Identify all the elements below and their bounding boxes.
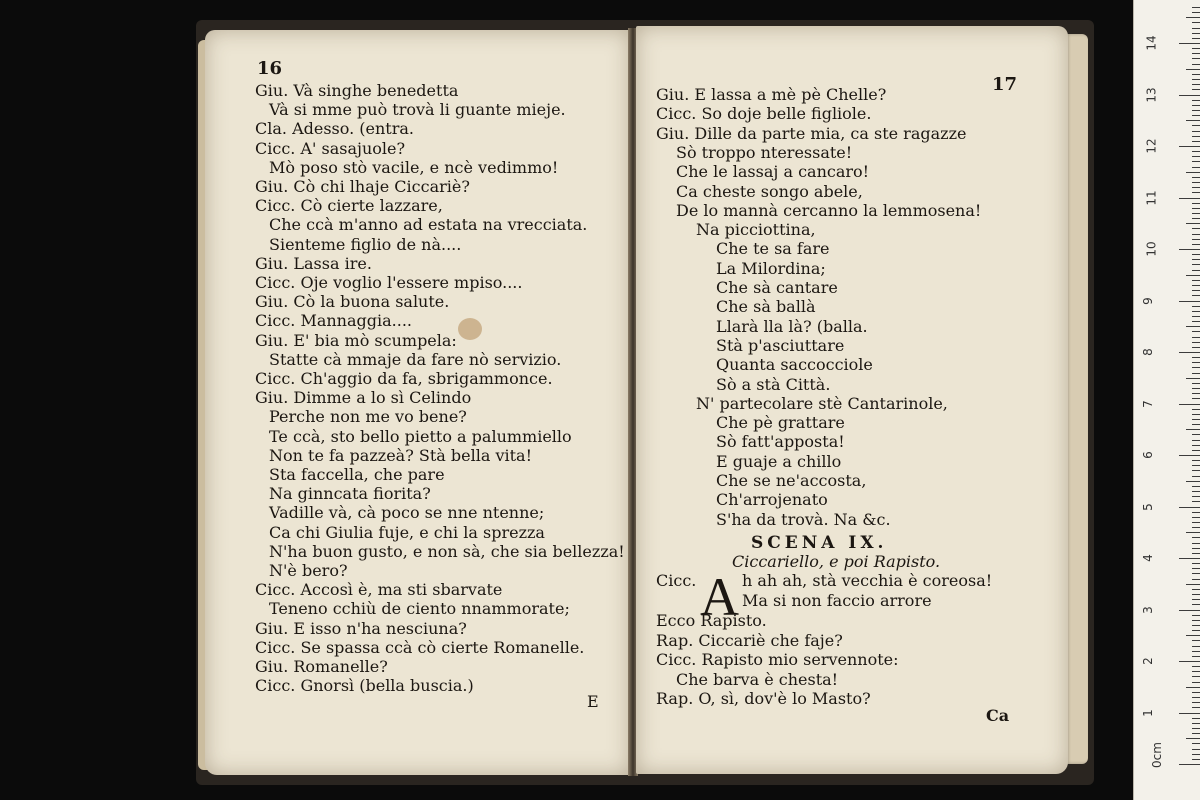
text-line: Giu. Dille da parte mia, ca ste ragazze <box>656 123 967 143</box>
text-line: Che sà cantare <box>716 278 838 297</box>
ruler-tick <box>1192 537 1200 538</box>
ruler-tick <box>1186 17 1200 18</box>
ruler-tick <box>1192 553 1200 554</box>
ruler-tick <box>1192 12 1200 13</box>
ruler-tick <box>1192 589 1200 590</box>
ruler-tick <box>1192 625 1200 626</box>
ruler-tick <box>1192 213 1200 214</box>
ruler-tick <box>1192 141 1200 142</box>
ruler-tick <box>1186 120 1200 121</box>
ruler-tick <box>1192 316 1200 317</box>
ruler-tick <box>1192 733 1200 734</box>
ruler-tick <box>1192 393 1200 394</box>
text-line: Che pè grattare <box>716 413 845 433</box>
text-line: Llarà lla là? (balla. <box>716 316 868 336</box>
text-line: Sò fatt'apposta! <box>716 432 845 452</box>
ruler-tick <box>1192 321 1200 322</box>
ruler-tick <box>1192 723 1200 724</box>
text-line: Giu. Cò chi lhaje Ciccariè? <box>255 177 470 196</box>
ruler-tick <box>1192 337 1200 338</box>
right-page <box>636 26 1068 774</box>
ruler-tick <box>1192 239 1200 240</box>
text-line: Che te sa fare <box>716 239 830 259</box>
ruler-tick <box>1186 69 1200 70</box>
text-line: Cicc. Se spassa ccà cò cierte Romanelle. <box>255 637 585 657</box>
ruler-tick <box>1192 306 1200 307</box>
ruler-tick <box>1192 259 1200 260</box>
ruler-tick <box>1192 615 1200 616</box>
ruler-tick <box>1192 161 1200 162</box>
ruler-tick <box>1192 208 1200 209</box>
ruler-tick <box>1186 223 1200 224</box>
ruler-number: 10 <box>1144 241 1159 257</box>
ruler-number: 4 <box>1140 554 1155 562</box>
text-line: Statte cà mmaje da fare nò servizio. <box>269 349 562 369</box>
text-line: Che sà ballà <box>716 297 816 317</box>
ruler-tick <box>1192 743 1200 744</box>
text-line: Giu. Lassa ire. <box>255 253 372 273</box>
ruler-tick <box>1192 311 1200 312</box>
text-line: Giu. E' bia mò scumpela: <box>255 330 457 350</box>
ruler-tick <box>1192 620 1200 621</box>
text-line: Non te fa pazzeà? Stà bella vita! <box>269 445 533 465</box>
ruler-tick <box>1192 517 1200 518</box>
text-line: Sta faccella, che pare <box>269 465 445 484</box>
ruler-tick <box>1179 301 1200 302</box>
ruler-tick <box>1192 53 1200 54</box>
ruler-tick <box>1192 573 1200 574</box>
ruler-tick <box>1192 640 1200 641</box>
ruler-tick <box>1192 749 1200 750</box>
text-line: Na ginncata fiorita? <box>269 484 431 504</box>
ruler-tick <box>1192 7 1200 8</box>
scene-line-text: Ma si non faccio arrore <box>742 591 932 610</box>
ruler-tick <box>1192 543 1200 544</box>
text-line: Na picciottina, <box>696 220 816 240</box>
ruler-tick <box>1179 43 1200 44</box>
ruler-tick <box>1192 383 1200 384</box>
ruler-number: 14 <box>1144 35 1159 51</box>
ruler-tick <box>1179 404 1200 405</box>
text-line: Teneno cchiù de ciento nnammorate; <box>269 599 570 619</box>
ruler-tick <box>1192 465 1200 466</box>
signature-mark: E <box>587 692 599 711</box>
ruler-tick <box>1192 28 1200 29</box>
text-line: Cicc. Gnorsì (bella buscia.) <box>255 676 474 696</box>
text-line: La Milordina; <box>716 258 826 278</box>
ruler-tick <box>1192 496 1200 497</box>
ruler-tick <box>1186 172 1200 173</box>
ruler-tick <box>1192 115 1200 116</box>
ruler-tick <box>1192 89 1200 90</box>
ruler-tick <box>1192 295 1200 296</box>
ruler-tick <box>1186 584 1200 585</box>
ruler-tick <box>1179 764 1200 765</box>
text-line: Te ccà, sto bello pietto a palummiello <box>269 426 572 446</box>
ruler-tick <box>1192 409 1200 410</box>
ruler-tick <box>1192 476 1200 477</box>
ruler-tick <box>1192 48 1200 49</box>
ruler-tick <box>1192 522 1200 523</box>
ruler-tick <box>1192 331 1200 332</box>
ruler-tick <box>1192 676 1200 677</box>
text-line: Perche non me vo bene? <box>269 407 467 427</box>
ruler-tick <box>1186 635 1200 636</box>
ruler-number: 11 <box>1144 189 1159 206</box>
ruler-tick <box>1192 270 1200 271</box>
ruler-tick <box>1192 548 1200 549</box>
ruler-tick <box>1192 100 1200 101</box>
ruler-tick <box>1179 455 1200 456</box>
ruler-tick <box>1192 362 1200 363</box>
text-line: Cicc. A' sasajuole? <box>255 138 406 158</box>
ruler-tick <box>1192 671 1200 672</box>
text-line: Cicc. Rapisto mio servennote: <box>656 650 899 669</box>
text-line: Cla. Adesso. (entra. <box>255 119 414 139</box>
text-line: Giu. Cò la buona salute. <box>255 292 450 312</box>
text-line: S'ha da trovà. Na &c. <box>716 509 891 529</box>
ruler-number: 12 <box>1144 138 1159 154</box>
ruler-tick <box>1192 347 1200 348</box>
scene-line <box>656 572 992 590</box>
text-line: Rap. Ciccariè che faje? <box>656 630 843 650</box>
scene-line <box>656 592 932 610</box>
speaker-label: Cicc. <box>656 571 697 590</box>
ruler-tick <box>1192 373 1200 374</box>
text-line: E guaje a chillo <box>716 451 842 471</box>
text-line: Giu. Và singhe benedetta <box>255 81 459 100</box>
text-line: Stà p'asciuttare <box>716 335 845 355</box>
catchword: Ca <box>986 706 1010 725</box>
ruler-number: 13 <box>1144 86 1159 103</box>
ruler-tick <box>1192 74 1200 75</box>
ruler-tick <box>1192 58 1200 59</box>
ruler-tick <box>1179 610 1200 611</box>
ruler-number: 1 <box>1140 708 1155 717</box>
text-line: Ca chi Giulia fuje, e chi la sprezza <box>269 522 545 542</box>
ruler-number: 5 <box>1140 502 1155 511</box>
text-line: Cicc. Accosì è, ma sti sbarvate <box>255 580 503 600</box>
measurement-ruler <box>1133 0 1200 800</box>
ruler-tick <box>1192 203 1200 204</box>
ruler-tick <box>1192 599 1200 600</box>
ruler-number: 7 <box>1140 399 1155 408</box>
ruler-tick <box>1179 713 1200 714</box>
text-line: Sò troppo nteressate! <box>676 142 853 162</box>
text-line: Vadille và, cà poco se nne ntenne; <box>269 503 545 523</box>
ruler-number: 9 <box>1140 296 1155 305</box>
ruler-tick <box>1192 177 1200 178</box>
ruler-tick <box>1186 326 1200 327</box>
ruler-tick <box>1192 105 1200 106</box>
ruler-tick <box>1192 512 1200 513</box>
ruler-number: 3 <box>1140 605 1155 614</box>
text-line: N'ha buon gusto, e non sà, che sia bellezza! <box>269 541 625 561</box>
ruler-tick <box>1179 249 1200 250</box>
ruler-tick <box>1192 228 1200 229</box>
text-line: Giu. E lassa a mè pè Chelle? <box>656 85 887 104</box>
text-line: Giu. Romanelle? <box>255 657 388 676</box>
text-line: N'è bero? <box>269 561 348 580</box>
ruler-tick <box>1192 718 1200 719</box>
ruler-tick <box>1192 682 1200 683</box>
ruler-tick <box>1192 136 1200 137</box>
text-line: Che barva è chesta! <box>676 669 839 689</box>
text-line: Cicc. Mannaggia.... <box>255 311 413 331</box>
text-line: Che ccà m'anno ad estata na vrecciata. <box>269 215 588 235</box>
ruler-tick <box>1192 218 1200 219</box>
ruler-tick <box>1192 151 1200 152</box>
right-page-edge <box>1066 34 1088 764</box>
ruler-tick <box>1192 692 1200 693</box>
ruler-tick <box>1192 486 1200 487</box>
ruler-tick <box>1192 491 1200 492</box>
ruler-tick <box>1179 558 1200 559</box>
ruler-tick <box>1192 342 1200 343</box>
ruler-tick <box>1192 234 1200 235</box>
ruler-tick <box>1186 429 1200 430</box>
ruler-tick <box>1192 728 1200 729</box>
ruler-tick <box>1192 460 1200 461</box>
ruler-tick <box>1186 481 1200 482</box>
ruler-tick <box>1192 64 1200 65</box>
ruler-tick <box>1179 95 1200 96</box>
ruler-tick <box>1192 424 1200 425</box>
text-line: Sienteme figlio de nà.... <box>269 234 462 254</box>
ruler-tick <box>1192 656 1200 657</box>
ruler-tick <box>1179 146 1200 147</box>
ruler-tick <box>1192 759 1200 760</box>
text-line: Cicc. Ch'aggio da fa, sbrigammonce. <box>255 369 553 388</box>
ruler-tick <box>1186 532 1200 533</box>
text-line: Giu. E isso n'ha nesciuna? <box>255 618 467 638</box>
text-line: Quanta saccocciole <box>716 355 873 375</box>
ruler-tick <box>1192 594 1200 595</box>
ruler-tick <box>1192 187 1200 188</box>
text-line: Cicc. So doje belle figliole. <box>656 104 872 124</box>
text-line: Che le lassaj a cancaro! <box>676 162 870 182</box>
text-line: Mò poso stò vacile, e ncè vedimmo! <box>269 157 559 177</box>
ruler-unit-label: 0cm <box>1149 742 1164 768</box>
text-line: Cicc. Cò cierte lazzare, <box>255 196 443 216</box>
ruler-tick <box>1186 378 1200 379</box>
ruler-tick <box>1179 352 1200 353</box>
text-line: Rap. O, sì, dov'è lo Masto? <box>656 689 871 708</box>
ruler-tick <box>1192 450 1200 451</box>
ruler-tick <box>1192 697 1200 698</box>
ruler-tick <box>1192 79 1200 80</box>
ruler-tick <box>1192 280 1200 281</box>
ruler-tick <box>1192 192 1200 193</box>
ruler-tick <box>1192 414 1200 415</box>
ruler-tick <box>1192 244 1200 245</box>
ruler-tick <box>1192 754 1200 755</box>
page-number-left: 16 <box>257 58 283 79</box>
left-page <box>205 30 630 775</box>
ruler-tick <box>1192 357 1200 358</box>
text-line: N' partecolare stè Cantarinole, <box>696 393 948 413</box>
ruler-tick <box>1179 661 1200 662</box>
ruler-tick <box>1192 501 1200 502</box>
page-number-right: 17 <box>992 74 1018 95</box>
ruler-number: 2 <box>1140 657 1155 665</box>
ruler-tick <box>1186 687 1200 688</box>
ruler-tick <box>1192 182 1200 183</box>
scene-title: SCENA IX. <box>751 533 888 553</box>
text-line: Ch'arrojenato <box>716 490 828 510</box>
ruler-tick <box>1192 84 1200 85</box>
ruler-tick <box>1192 131 1200 132</box>
ruler-number: 6 <box>1140 451 1155 459</box>
ruler-tick <box>1192 702 1200 703</box>
ruler-tick <box>1192 445 1200 446</box>
ruler-tick <box>1179 198 1200 199</box>
ruler-tick <box>1192 285 1200 286</box>
paper-stain <box>458 318 482 340</box>
ruler-tick <box>1192 156 1200 157</box>
text-line: Che se ne'accosta, <box>716 471 867 490</box>
ruler-tick <box>1192 579 1200 580</box>
scene-subtitle: Ciccariello, e poi Rapisto. <box>732 552 941 571</box>
ruler-tick <box>1192 434 1200 435</box>
scene-line-text: h ah ah, stà vecchia è coreosa! <box>742 571 993 590</box>
ruler-tick <box>1192 254 1200 255</box>
ruler-tick <box>1192 707 1200 708</box>
ruler-tick <box>1192 167 1200 168</box>
ruler-tick <box>1179 507 1200 508</box>
text-line: Ecco Rapisto. <box>656 611 767 630</box>
ruler-tick <box>1192 388 1200 389</box>
ruler-tick <box>1192 33 1200 34</box>
ruler-tick <box>1192 367 1200 368</box>
ruler-tick <box>1192 651 1200 652</box>
ruler-tick <box>1192 470 1200 471</box>
text-line: Và si mme può trovà li guante mieje. <box>269 100 566 120</box>
text-line: Giu. Dimme a lo sì Celindo <box>255 388 472 408</box>
ruler-tick <box>1192 419 1200 420</box>
text-line: Sò a stà Città. <box>716 374 831 394</box>
ruler-tick <box>1192 22 1200 23</box>
ruler-tick <box>1192 630 1200 631</box>
ruler-number: 8 <box>1140 348 1155 356</box>
ruler-tick <box>1192 440 1200 441</box>
ruler-tick <box>1192 38 1200 39</box>
ruler-tick <box>1192 264 1200 265</box>
drop-cap: A <box>700 567 739 627</box>
ruler-tick <box>1192 125 1200 126</box>
text-line: Ca cheste songo abele, <box>676 181 863 201</box>
ruler-tick <box>1192 604 1200 605</box>
ruler-tick <box>1192 110 1200 111</box>
ruler-tick <box>1186 738 1200 739</box>
ruler-tick <box>1192 290 1200 291</box>
ruler-tick <box>1192 563 1200 564</box>
text-line: Cicc. Oje voglio l'essere mpiso.... <box>255 273 523 292</box>
ruler-tick <box>1192 666 1200 667</box>
ruler-tick <box>1192 568 1200 569</box>
ruler-tick <box>1186 275 1200 276</box>
text-line: De lo mannà cercanno la lemmosena! <box>676 200 982 220</box>
ruler-tick <box>1192 646 1200 647</box>
ruler-tick <box>1192 527 1200 528</box>
ruler-tick <box>1192 398 1200 399</box>
